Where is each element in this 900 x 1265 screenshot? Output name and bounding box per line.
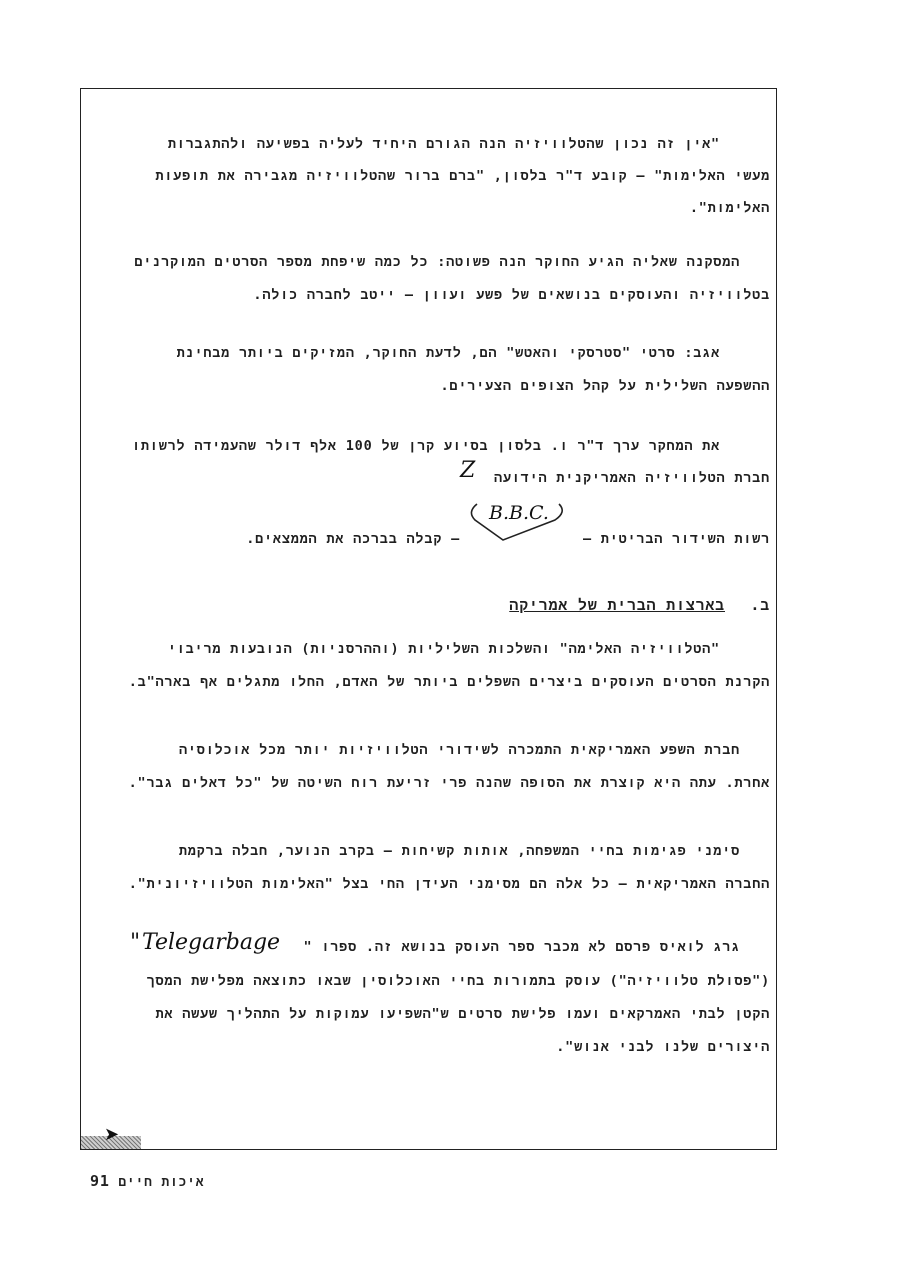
publication-name: איכות חיים [118,1175,205,1190]
p6-line-2: אחרת. עתה היא קוצרת את הסופה שהנה פרי זריעת רוח השיטה של "כל דאלים גבר". [128,775,770,791]
p4-line-4: – קבלה בברכה את הממצאים. [246,531,460,547]
p1-line-2: מעשי האלימות" – קובע ד"ר בלסון, "ברם ברור שהטלוויזיה מגבירה את תופעות [155,168,770,184]
page-footer [82,1172,204,1190]
p1-line-1: "אין זה נכון שהטלוויזיה הנה הגורם היחיד לעליה בפשיעה ולהתגברות [167,136,720,152]
p7-line-2: החברה האמריקאית – כל אלה הם מסימני העידן החי בצל "האלימות הטלוויזיונית". [128,876,770,892]
p4-line-3: רשות השידור הבריטית – [582,531,770,547]
p2-line-2: בטלוויזיה והעוסקים בנושאים של פשע ועוון – ייטב לחברה כולה. [253,287,770,303]
p8-line-4: היצורים שלנו לבני אנוש". [556,1039,770,1055]
handwritten-brace [455,500,575,550]
p8-line-3: הקטן לבתי האמרקאים ועמו פלישת סרטים ש"השפיעו עמוקות על התהליך שעשה את [155,1006,770,1022]
handwritten-mark-z: Z [460,458,476,483]
page-border-frame [80,88,777,1150]
handwritten-bbc: B.B.C. [489,502,549,524]
p5-line-1: "הטלוויזיה האלימה" והשלכות השליליות (וההרסניות) הנובעות מריבוי [167,641,720,657]
section-letter: ב. [750,596,770,614]
p8-line-2: ("פסולת טלוויזיה") עוסק בתמורות בחיי האוכלוסין שבאו כתוצאה מפלישת המסך [146,973,770,989]
p6-line-1: חברת השפע האמריקאית התמכרה לשידורי הטלוויזיות יותר מכל אוכלוסיה [179,742,740,758]
corner-arrow-icon: ➤ [104,1124,120,1145]
section-heading: בארצות הברית של אמריקה [509,596,725,614]
p5-line-2: הקרנת הסרטים העוסקים ביצרים השפלים ביותר של האדם, החלו מתגלים אף בארה"ב. [128,674,770,690]
p2-line-1: המסקנה שאליה הגיע החוקר הנה פשוטה: כל כמה שיפחת מספר הסרטים המוקרנים [134,254,740,270]
page-number: 91 [90,1172,110,1190]
handwritten-quote: " [130,930,141,955]
p1-line-3: האלימות". [689,200,770,216]
p4-line-1: את המחקר ערך ד"ר ו. בלסון בסיוע קרן של 100 אלף דולר שהעמידה לרשותו [132,438,720,454]
p3-line-1: אגב: סרטי "סטרסקי והאטש" הם, לדעת החוקר, המזיקים ביותר מבחינת [176,345,720,361]
p3-line-2: ההשפעה השלילית על קהל הצופים הצעירים. [440,378,770,394]
p8-line-1: גרג לואיס פרסם לא מכבר ספר העוסק בנושא זה. ספרו " [303,939,740,955]
p7-line-1: סימני פגימות בחיי המשפחה, אותות קשיחות – בקרב הנוער, חבלה ברקמת [178,843,740,859]
handwritten-telegarbage: Telegarbage [142,930,281,955]
p4-line-2: חברת הטלוויזיה האמריקנית הידועה [493,470,770,486]
